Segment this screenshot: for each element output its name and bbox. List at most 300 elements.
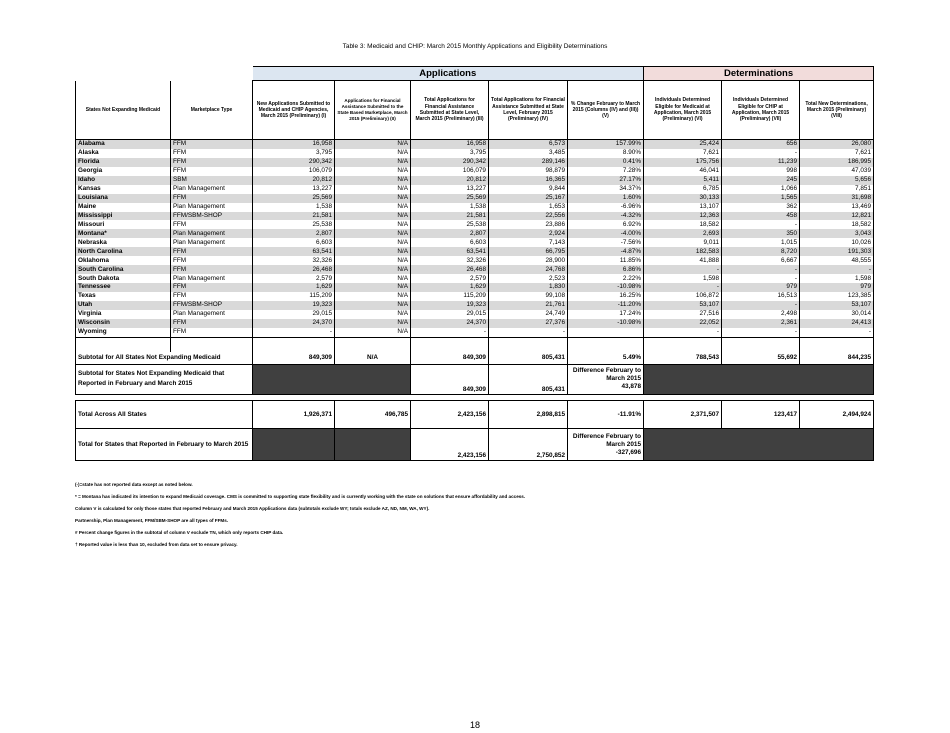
total-row [76, 401, 874, 429]
table-row [76, 247, 874, 256]
subtotal2-diff-value: 43,878 [621, 383, 642, 391]
total-value: 2,371,507 [644, 401, 722, 429]
cell-value: N/A [335, 238, 411, 247]
total-value: 123,417 [722, 401, 800, 429]
cell-value: 13,227 [411, 185, 489, 194]
cell-value: N/A [335, 265, 411, 274]
gap-row [76, 337, 874, 352]
cell-value: 19,323 [253, 301, 335, 310]
cell-value: 13,469 [800, 203, 874, 212]
cell-value: 13,227 [253, 185, 335, 194]
cell-value: N/A [335, 176, 411, 185]
cell-value: 5,656 [800, 176, 874, 185]
cell-value: - [722, 328, 800, 337]
total2-col4: 2,750,852 [489, 429, 568, 461]
marketplace-type: FFM [171, 167, 253, 176]
marketplace-type: FFM [171, 158, 253, 167]
cell-value: 26,468 [411, 265, 489, 274]
cell-value: 290,342 [253, 158, 335, 167]
total2-label: Total for States that Reported in February to March 2015 [76, 429, 253, 461]
cell-value: - [722, 149, 800, 158]
state-name: Nebraska [76, 238, 171, 247]
gap-cell [644, 337, 722, 352]
cell-value: N/A [335, 256, 411, 265]
cell-value: 16,958 [411, 140, 489, 149]
cell-value: 5,411 [644, 176, 722, 185]
state-name: Wisconsin [76, 319, 171, 328]
marketplace-type: FFM/SBM-SHOP [171, 212, 253, 221]
cell-value: 16.25% [568, 292, 644, 301]
table-row [76, 310, 874, 319]
cell-value: 12,821 [800, 212, 874, 221]
cell-value: 7,851 [800, 185, 874, 194]
cell-value: 290,342 [411, 158, 489, 167]
cell-value: 30,014 [800, 310, 874, 319]
column-header-1: States Not Expanding Medicaid [76, 81, 171, 140]
cell-value: 34.37% [568, 185, 644, 194]
column-header-2: Marketplace Type [171, 81, 253, 140]
cell-value: 24,768 [489, 265, 568, 274]
column-header-8: Individuals Determined Eligible for Medicaid at Application, March 2015 (Preliminary) (VI) [644, 81, 722, 140]
table-row [76, 328, 874, 337]
table-row [76, 212, 874, 221]
table-row [76, 256, 874, 265]
cell-value: 1,538 [411, 203, 489, 212]
table-row [76, 158, 874, 167]
cell-value: 24,413 [800, 319, 874, 328]
subtotal2-diff-cell [568, 364, 644, 394]
cell-value: 3,795 [253, 149, 335, 158]
cell-value [568, 328, 644, 337]
cell-value: 1,598 [800, 274, 874, 283]
cell-value: 1,598 [644, 274, 722, 283]
table-row [76, 265, 874, 274]
table-row [76, 149, 874, 158]
cell-value: 63,541 [253, 247, 335, 256]
cell-value: 2,579 [253, 274, 335, 283]
state-name: Alabama [76, 140, 171, 149]
state-name: South Dakota [76, 274, 171, 283]
cell-value: 25,569 [411, 194, 489, 203]
cell-value: 2,498 [722, 310, 800, 319]
cell-value: 46,041 [644, 167, 722, 176]
total2-dark-3 [644, 429, 874, 461]
cell-value: - [411, 328, 489, 337]
subtotal-label: Subtotal for All States Not Expanding Medicaid [76, 352, 253, 365]
cell-value: 25,569 [253, 194, 335, 203]
marketplace-type: FFM [171, 328, 253, 337]
cell-value: 11,239 [722, 158, 800, 167]
cell-value: 16,958 [253, 140, 335, 149]
cell-value: 99,108 [489, 292, 568, 301]
cell-value: - [253, 328, 335, 337]
cell-value: 1,066 [722, 185, 800, 194]
subtotal-value: 849,309 [411, 352, 489, 365]
cell-value: - [489, 328, 568, 337]
cell-value: 29,015 [411, 310, 489, 319]
cell-value: -11.20% [568, 301, 644, 310]
cell-value: 106,079 [253, 167, 335, 176]
footnote: # Percent change figures in the subtotal of column V exclude TN, which only reports CHIP data. [75, 530, 284, 535]
table-row [76, 176, 874, 185]
state-name: Virginia [76, 310, 171, 319]
cell-value: - [644, 283, 722, 292]
state-name: South Carolina [76, 265, 171, 274]
cell-value: 3,485 [489, 149, 568, 158]
cell-value: 1,629 [253, 283, 335, 292]
state-name: Mississippi [76, 212, 171, 221]
state-name: Louisiana [76, 194, 171, 203]
state-name: Maine [76, 203, 171, 212]
cell-value: 53,107 [800, 301, 874, 310]
state-name: Kansas [76, 185, 171, 194]
cell-value: 22,556 [489, 212, 568, 221]
cell-value: 2,807 [253, 229, 335, 238]
cell-value: N/A [335, 229, 411, 238]
subtotal-row [76, 352, 874, 365]
cell-value: N/A [335, 292, 411, 301]
state-name: Florida [76, 158, 171, 167]
state-name: Texas [76, 292, 171, 301]
cell-value: 979 [800, 283, 874, 292]
marketplace-type: Plan Management [171, 185, 253, 194]
column-header-row [76, 81, 874, 140]
footnote: (-)=state has not reported data except as noted below. [75, 482, 193, 487]
table-row [76, 220, 874, 229]
cell-value: -4.32% [568, 212, 644, 221]
cell-value: 123,385 [800, 292, 874, 301]
state-name: Idaho [76, 176, 171, 185]
subtotal-value: N/A [335, 352, 411, 365]
cell-value: - [644, 265, 722, 274]
cell-value: N/A [335, 212, 411, 221]
cell-value: N/A [335, 149, 411, 158]
cell-value: N/A [335, 167, 411, 176]
cell-value: 23,886 [489, 220, 568, 229]
state-name: Georgia [76, 167, 171, 176]
cell-value: 66,795 [489, 247, 568, 256]
table-row [76, 194, 874, 203]
table-row [76, 238, 874, 247]
marketplace-type: FFM/SBM-SHOP [171, 301, 253, 310]
subtotal-value: 849,309 [253, 352, 335, 365]
table-row [76, 203, 874, 212]
gap-cell [722, 337, 800, 352]
subtotal2-col3: 849,309 [411, 364, 489, 394]
cell-value: 21,761 [489, 301, 568, 310]
cell-value: -6.96% [568, 203, 644, 212]
total2-diff-value: -327,696 [615, 448, 642, 456]
gap-cell [335, 337, 411, 352]
subtotal2-label: Subtotal for States Not Expanding Medicaid that Reported in February and March 2015 [76, 364, 253, 394]
total2-dark-1 [253, 429, 335, 461]
cell-value: 6,667 [722, 256, 800, 265]
marketplace-type: SBM [171, 176, 253, 185]
subtotal2-col4: 805,431 [489, 364, 568, 394]
state-name: Oklahoma [76, 256, 171, 265]
footnote: † Reported value is less than 10, excluded from data set to ensure privacy. [75, 542, 238, 547]
cell-value: N/A [335, 301, 411, 310]
cell-value: 30,133 [644, 194, 722, 203]
cell-value: -10.98% [568, 283, 644, 292]
cell-value: N/A [335, 328, 411, 337]
cell-value: 458 [722, 212, 800, 221]
state-name: Alaska [76, 149, 171, 158]
column-header-3: New Applications Submitted to Medicaid and CHIP Agencies, March 2015 (Preliminary) (I) [253, 81, 335, 140]
cell-value: N/A [335, 274, 411, 283]
cell-value: N/A [335, 158, 411, 167]
cell-value: 1,830 [489, 283, 568, 292]
total-value: 1,926,371 [253, 401, 335, 429]
cell-value: 25,167 [489, 194, 568, 203]
subtotal-value: 55,692 [722, 352, 800, 365]
cell-value: 41,888 [644, 256, 722, 265]
cell-value: 157.99% [568, 140, 644, 149]
determinations-group: Determinations [644, 67, 874, 81]
column-header-4: Applications for Financial Assistance Submitted to the State Based Marketplace, March 2015 (Preliminary) (II) [335, 81, 411, 140]
cell-value: 28,900 [489, 256, 568, 265]
cell-value: 3,795 [411, 149, 489, 158]
cell-value: -4.00% [568, 229, 644, 238]
state-name: Tennessee [76, 283, 171, 292]
subtotal2-row [76, 364, 874, 394]
marketplace-type: FFM [171, 283, 253, 292]
cell-value: 8.90% [568, 149, 644, 158]
cell-value: 32,326 [253, 256, 335, 265]
cell-value: N/A [335, 220, 411, 229]
cell-value: 12,363 [644, 212, 722, 221]
table-row [76, 301, 874, 310]
marketplace-type: Plan Management [171, 229, 253, 238]
table-row [76, 274, 874, 283]
cell-value: 6,603 [411, 238, 489, 247]
cell-value: 2,361 [722, 319, 800, 328]
cell-value: N/A [335, 310, 411, 319]
marketplace-type: FFM [171, 256, 253, 265]
cell-value: -7.56% [568, 238, 644, 247]
column-header-10: Total New Determinations, March 2015 (Preliminary) (VIII) [800, 81, 874, 140]
state-name: Wyoming [76, 328, 171, 337]
cell-value: 186,995 [800, 158, 874, 167]
cell-value: - [800, 265, 874, 274]
cell-value: 9,011 [644, 238, 722, 247]
cell-value: 22,052 [644, 319, 722, 328]
subtotal2-diff-label: Difference February to March 2015 [572, 367, 642, 383]
gap-cell [411, 337, 489, 352]
cell-value: 2,523 [489, 274, 568, 283]
cell-value: 21,581 [411, 212, 489, 221]
cell-value: 18,582 [644, 220, 722, 229]
cell-value: 9,844 [489, 185, 568, 194]
subtotal-value: 805,431 [489, 352, 568, 365]
cell-value: 25,424 [644, 140, 722, 149]
cell-value: 47,039 [800, 167, 874, 176]
cell-value: 1.60% [568, 194, 644, 203]
cell-value: 1,015 [722, 238, 800, 247]
marketplace-type: FFM [171, 319, 253, 328]
cell-value: 2,693 [644, 229, 722, 238]
cell-value: 24,749 [489, 310, 568, 319]
table-row [76, 319, 874, 328]
cell-value: N/A [335, 319, 411, 328]
cell-value: - [722, 274, 800, 283]
cell-value: 17.24% [568, 310, 644, 319]
table-row [76, 185, 874, 194]
footnote: Column V is calculated for only those states that reported February and March 2015 Applications data (subtotals exclude WY; totals exclude AZ, ND, NM, WA, WY). [75, 506, 430, 511]
cell-value: -4.87% [568, 247, 644, 256]
cell-value: 8,720 [722, 247, 800, 256]
cell-value: 6.86% [568, 265, 644, 274]
cell-value: 115,209 [411, 292, 489, 301]
cell-value: 656 [722, 140, 800, 149]
cell-value: -10.98% [568, 319, 644, 328]
marketplace-type: Plan Management [171, 203, 253, 212]
cell-value: 175,756 [644, 158, 722, 167]
cell-value: 2,924 [489, 229, 568, 238]
cell-value: 27,376 [489, 319, 568, 328]
subtotal-value: 788,543 [644, 352, 722, 365]
total2-diff-label: Difference February to March 2015 [572, 432, 642, 448]
cell-value: 19,323 [411, 301, 489, 310]
marketplace-type: FFM [171, 149, 253, 158]
marketplace-type: FFM [171, 140, 253, 149]
cell-value: 7,621 [644, 149, 722, 158]
cell-value: 115,209 [253, 292, 335, 301]
table-row [76, 292, 874, 301]
footnote: * = Montana has indicated its intention to expand Medicaid coverage. CMS is committed to supporting state flexibility and is currently working with the state on solutions that ensure affordability and access. [75, 494, 526, 499]
cell-value: 6,573 [489, 140, 568, 149]
marketplace-type: FFM [171, 292, 253, 301]
total-value: 2,494,924 [800, 401, 874, 429]
marketplace-type: FFM [171, 265, 253, 274]
cell-value: 27.17% [568, 176, 644, 185]
cell-value: 191,303 [800, 247, 874, 256]
table-title: Table 3: Medicaid and CHIP: March 2015 Monthly Applications and Eligibility Determinations [342, 43, 608, 50]
gap-cell [489, 337, 568, 352]
cell-value: - [800, 328, 874, 337]
marketplace-type: Plan Management [171, 238, 253, 247]
table-row [76, 283, 874, 292]
cell-value: 2.22% [568, 274, 644, 283]
cell-value: 10,026 [800, 238, 874, 247]
main-table [75, 66, 874, 395]
column-header-5: Total Applications for Financial Assistance Submitted at State Level, March 2015 (Preliminary) (III) [411, 81, 489, 140]
total-value: 496,785 [335, 401, 411, 429]
cell-value: 7,621 [800, 149, 874, 158]
subtotal-value: 844,235 [800, 352, 874, 365]
cell-value: 48,555 [800, 256, 874, 265]
cell-value: 11.85% [568, 256, 644, 265]
cell-value: 3,043 [800, 229, 874, 238]
state-name: North Carolina [76, 247, 171, 256]
state-name: Utah [76, 301, 171, 310]
cell-value: 998 [722, 167, 800, 176]
cell-value: 25,538 [253, 220, 335, 229]
table-row [76, 167, 874, 176]
table-row [76, 140, 874, 149]
cell-value: 7,143 [489, 238, 568, 247]
column-header-6: Total Applications for Financial Assistance Submitted at State Level, February 2015 (Preliminary) (IV) [489, 81, 568, 140]
marketplace-type: FFM [171, 220, 253, 229]
cell-value: - [644, 328, 722, 337]
total-value: 2,898,815 [489, 401, 568, 429]
cell-value: 16,513 [722, 292, 800, 301]
cell-value: 6,603 [253, 238, 335, 247]
cell-value: N/A [335, 185, 411, 194]
total2-dark-2 [335, 429, 411, 461]
cell-value: 26,080 [800, 140, 874, 149]
total2-row [76, 429, 874, 461]
cell-value: N/A [335, 247, 411, 256]
cell-value: 6.92% [568, 220, 644, 229]
cell-value: 1,538 [253, 203, 335, 212]
subtotal2-dark-1 [253, 364, 411, 394]
gap-cell [76, 337, 171, 352]
total2-diff-cell [568, 429, 644, 461]
cell-value: N/A [335, 194, 411, 203]
cell-value: 6,785 [644, 185, 722, 194]
cell-value: 2,579 [411, 274, 489, 283]
page-number: 18 [469, 720, 480, 730]
total2-col3: 2,423,156 [411, 429, 489, 461]
cell-value: N/A [335, 283, 411, 292]
cell-value: - [722, 220, 800, 229]
cell-value: 16,365 [489, 176, 568, 185]
cell-value: 32,326 [411, 256, 489, 265]
totals-table [75, 400, 874, 461]
cell-value: 27,516 [644, 310, 722, 319]
cell-value: 106,872 [644, 292, 722, 301]
cell-value: 1,653 [489, 203, 568, 212]
total-value: 2,423,156 [411, 401, 489, 429]
cell-value: 98,879 [489, 167, 568, 176]
marketplace-type: Plan Management [171, 274, 253, 283]
cell-value: 26,468 [253, 265, 335, 274]
cell-value: 182,583 [644, 247, 722, 256]
group-blank [76, 67, 253, 81]
cell-value: 7.28% [568, 167, 644, 176]
cell-value: 1,629 [411, 283, 489, 292]
cell-value: 350 [722, 229, 800, 238]
cell-value: 979 [722, 283, 800, 292]
total-value: -11.91% [568, 401, 644, 429]
table-row [76, 229, 874, 238]
cell-value: N/A [335, 203, 411, 212]
cell-value: 13,107 [644, 203, 722, 212]
cell-value: - [722, 301, 800, 310]
cell-value: 2,807 [411, 229, 489, 238]
cell-value: 106,079 [411, 167, 489, 176]
cell-value: 289,146 [489, 158, 568, 167]
gap-cell [253, 337, 335, 352]
marketplace-type: Plan Management [171, 310, 253, 319]
gap-cell [568, 337, 644, 352]
cell-value: 29,015 [253, 310, 335, 319]
footnote: Partnership, Plan Management, FFM/SBM-SHOP are all types of FFMs. [75, 518, 229, 523]
state-name: Montana* [76, 229, 171, 238]
cell-value: 24,370 [411, 319, 489, 328]
state-name: Missouri [76, 220, 171, 229]
cell-value: 31,698 [800, 194, 874, 203]
cell-value: N/A [335, 140, 411, 149]
cell-value: 20,812 [411, 176, 489, 185]
cell-value: 0.41% [568, 158, 644, 167]
marketplace-type: FFM [171, 194, 253, 203]
group-header-row [76, 67, 874, 81]
total-label: Total Across All States [76, 401, 253, 429]
gap-cell [171, 337, 253, 352]
cell-value: 63,541 [411, 247, 489, 256]
